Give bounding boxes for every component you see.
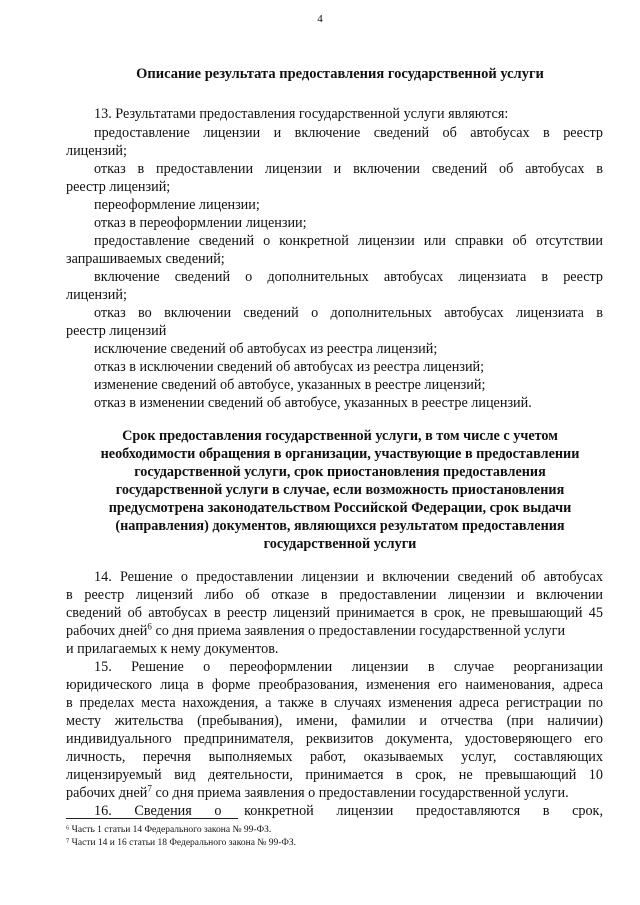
paragraph-15-line-3: в пределах места нахождения, а также в случаях изменения адреса регистрации по <box>66 695 603 711</box>
result-item-2b: реестр лицензий; <box>66 179 171 195</box>
paragraph-14-line-4 <box>66 622 565 640</box>
result-item-6b: лицензий; <box>66 287 127 303</box>
footnote-6: ⁶ Часть 1 статьи 14 Федерального закона № 99-ФЗ. <box>66 825 272 835</box>
result-item-2a: отказ в предоставлении лицензии и включении сведений об автобусах в <box>94 161 603 177</box>
p14-rest-text: со дня приема заявления о предоставлении государственной услуги <box>151 623 566 639</box>
paragraph-14-line-2: в реестр лицензий либо об отказе в предоставлении лицензии и включении <box>66 587 603 603</box>
paragraph-15-line-2: юридического лица в форме преобразования, изменения его наименования, адреса <box>66 677 603 693</box>
paragraph-15-line-5: индивидуального предпринимателя, реквизитов документа, удостоверяющего его <box>66 731 603 747</box>
paragraph-15-line-4: месту жительства (пребывания), имени, фамилии и отчества (при наличии) <box>66 713 603 729</box>
paragraph-15-line-7: лицензируемый вид деятельности, принимается в срок, не превышающий 10 <box>66 767 603 783</box>
result-item-7b: реестр лицензий <box>66 323 167 339</box>
result-item-10: изменение сведений об автобусе, указанных в реестре лицензий; <box>94 377 486 393</box>
paragraph-14-line-1: 14. Решение о предоставлении лицензии и включении сведений об автобусах <box>94 569 603 585</box>
footnote-ref-6: 6 <box>147 621 152 632</box>
result-item-7a: отказ во включении сведений о дополнительных автобусах лицензиата в <box>94 305 603 321</box>
footnote-ref-7: 7 <box>147 783 152 794</box>
result-item-1b: лицензий; <box>66 143 127 159</box>
result-item-9: отказ в исключении сведений об автобусах из реестра лицензий; <box>94 359 485 375</box>
p15-days-text: рабочих дней <box>66 785 148 801</box>
page-number: 4 <box>317 13 323 25</box>
section-heading-result: Описание результата предоставления государственной услуги <box>136 66 544 82</box>
paragraph-14-line-3: сведений об автобусах в реестр лицензий принимается в срок, не превышающий 45 <box>66 605 603 621</box>
paragraph-16-line-1: 16. Сведения о конкретной лицензии предоставляются в срок, <box>94 803 603 819</box>
result-item-6a: включение сведений о дополнительных автобусах лицензиата в реестр <box>94 269 603 285</box>
heading-term-line-6: (направления) документов, являющихся результатом предоставления <box>115 518 565 534</box>
result-item-8: исключение сведений об автобусах из реестра лицензий; <box>94 341 438 357</box>
result-item-1a: предоставление лицензии и включение сведений об автобусах в реестр <box>94 125 603 141</box>
heading-term-line-7: государственной услуги <box>263 536 417 552</box>
p15-rest-text: со дня приема заявления о предоставлении государственной услуги. <box>151 785 569 801</box>
heading-term-line-4: государственной услуги в случае, если возможность приостановления <box>115 482 565 498</box>
result-item-11: отказ в изменении сведений об автобусе, указанных в реестре лицензий. <box>94 395 532 411</box>
paragraph-15-line-1: 15. Решение о переоформлении лицензии в случае реорганизации <box>94 659 603 675</box>
result-item-3: переоформление лицензии; <box>94 197 260 213</box>
heading-term-line-1: Срок предоставления государственной услуги, в том числе с учетом <box>122 428 558 444</box>
footnote-7: ⁷ Части 14 и 16 статьи 18 Федерального закона № 99-ФЗ. <box>66 838 297 848</box>
result-item-5b: запрашиваемых сведений; <box>66 251 225 267</box>
heading-term-line-5: предусмотрена законодательством Российской Федерации, срок выдачи <box>108 500 572 516</box>
footnote-divider <box>66 818 238 819</box>
result-item-4: отказ в переоформлении лицензии; <box>94 215 307 231</box>
paragraph-13-intro: 13. Результатами предоставления государственной услуги являются: <box>94 106 509 122</box>
heading-term-line-2: необходимости обращения в организации, участвующие в предоставлении <box>100 446 580 462</box>
p14-days-text: рабочих дней <box>66 623 148 639</box>
result-item-5a: предоставление сведений о конкретной лицензии или справки об отсутствии <box>94 233 603 249</box>
heading-term-line-3: государственной услуги, срок приостановления предоставления <box>134 464 546 480</box>
paragraph-15-line-6: личность, перечня выполняемых работ, оказываемых услуг, составляющих <box>66 749 603 765</box>
paragraph-15-line-8 <box>66 784 569 802</box>
paragraph-14-line-5: и прилагаемых к нему документов. <box>66 641 279 657</box>
